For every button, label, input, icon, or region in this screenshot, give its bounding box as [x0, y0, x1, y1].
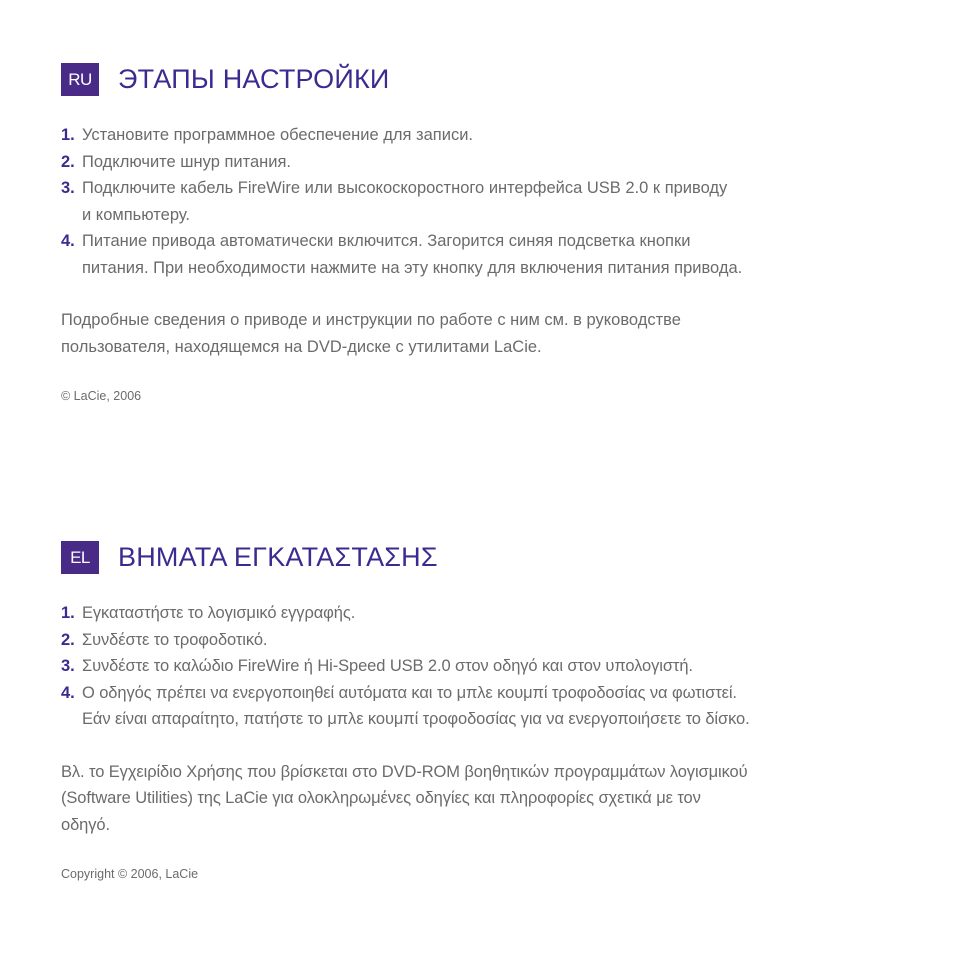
step-number: 1. [61, 126, 75, 144]
language-badge-el: EL [61, 541, 99, 574]
step-text: Συνδέστε το τροφοδοτικό. [82, 630, 268, 649]
step-item [61, 149, 921, 176]
step-item [61, 175, 921, 228]
step-item [61, 653, 921, 680]
step-number: 2. [61, 152, 75, 171]
step-text: Συνδέστε το καλώδιο FireWire ή Hi-Speed USB 2.0 στον οδηγό και στον υπολογιστή. [82, 657, 693, 675]
section-title-ru: ЭТАПЫ НАСТРОЙКИ [118, 64, 390, 94]
step-text: Εγκαταστήστε το λογισμικό εγγραφής. [82, 604, 356, 622]
step-item [61, 627, 921, 654]
section-el [61, 541, 921, 884]
section-ru [61, 63, 921, 406]
info-paragraph-ru: Подробные сведения о приводе и инструкции по работе с ним см. в руководстве пользователя, находящемся на DVD-диске с утилитами LaCie. [61, 311, 681, 356]
step-number: 4. [61, 683, 75, 702]
step-number: 2. [61, 630, 75, 649]
section-title-el: ΒΗΜΑΤΑ ΕΓΚΑΤΑΣΤΑΣΗΣ [118, 542, 438, 572]
step-number: 3. [61, 657, 75, 675]
step-text: Питание привода автоматически включится. Загорится синяя подсветка кнопки питания. При необходимости нажмите на эту кнопку для включения питания привода. [82, 232, 743, 277]
step-text: Подключите шнур питания. [82, 152, 292, 171]
step-number: 1. [61, 604, 75, 622]
section-heading [61, 541, 921, 574]
section-heading [61, 63, 921, 96]
info-paragraph-el: Βλ. το Εγχειρίδιο Χρήσης που βρίσκεται στο DVD-ROM βοηθητικών προγραμμάτων λογισμικού (Software Utilities) της LaCie για ολοκληρωμένες οδηγίες και πληροφορίες σχετικά με τον οδηγό. [61, 762, 748, 834]
step-item [61, 122, 921, 149]
step-item [61, 600, 921, 627]
copyright-el: Copyright © 2006, LaCie [61, 867, 199, 881]
copyright-ru: © LaCie, 2006 [61, 389, 142, 403]
step-item [61, 228, 921, 281]
step-item [61, 680, 921, 733]
language-badge-ru: RU [61, 63, 99, 96]
step-number: 4. [61, 232, 75, 250]
step-text: Установите программное обеспечение для записи. [82, 126, 473, 144]
steps-list-ru [61, 122, 921, 281]
step-text: Ο οδηγός πρέπει να ενεργοποιηθεί αυτόματα και το μπλε κουμπί τροφοδοσίας να φωτιστεί. Εάν είναι απαραίτητο, πατήστε το μπλε κουμπί τροφοδοσίας για να ενεργοποιήσετε το δίσκο. [82, 683, 750, 728]
steps-list-el [61, 600, 921, 733]
step-text: Подключите кабель FireWire или высокоскоростного интерфейса USB 2.0 к приводу и компьютеру. [82, 179, 728, 224]
step-number: 3. [61, 179, 75, 197]
